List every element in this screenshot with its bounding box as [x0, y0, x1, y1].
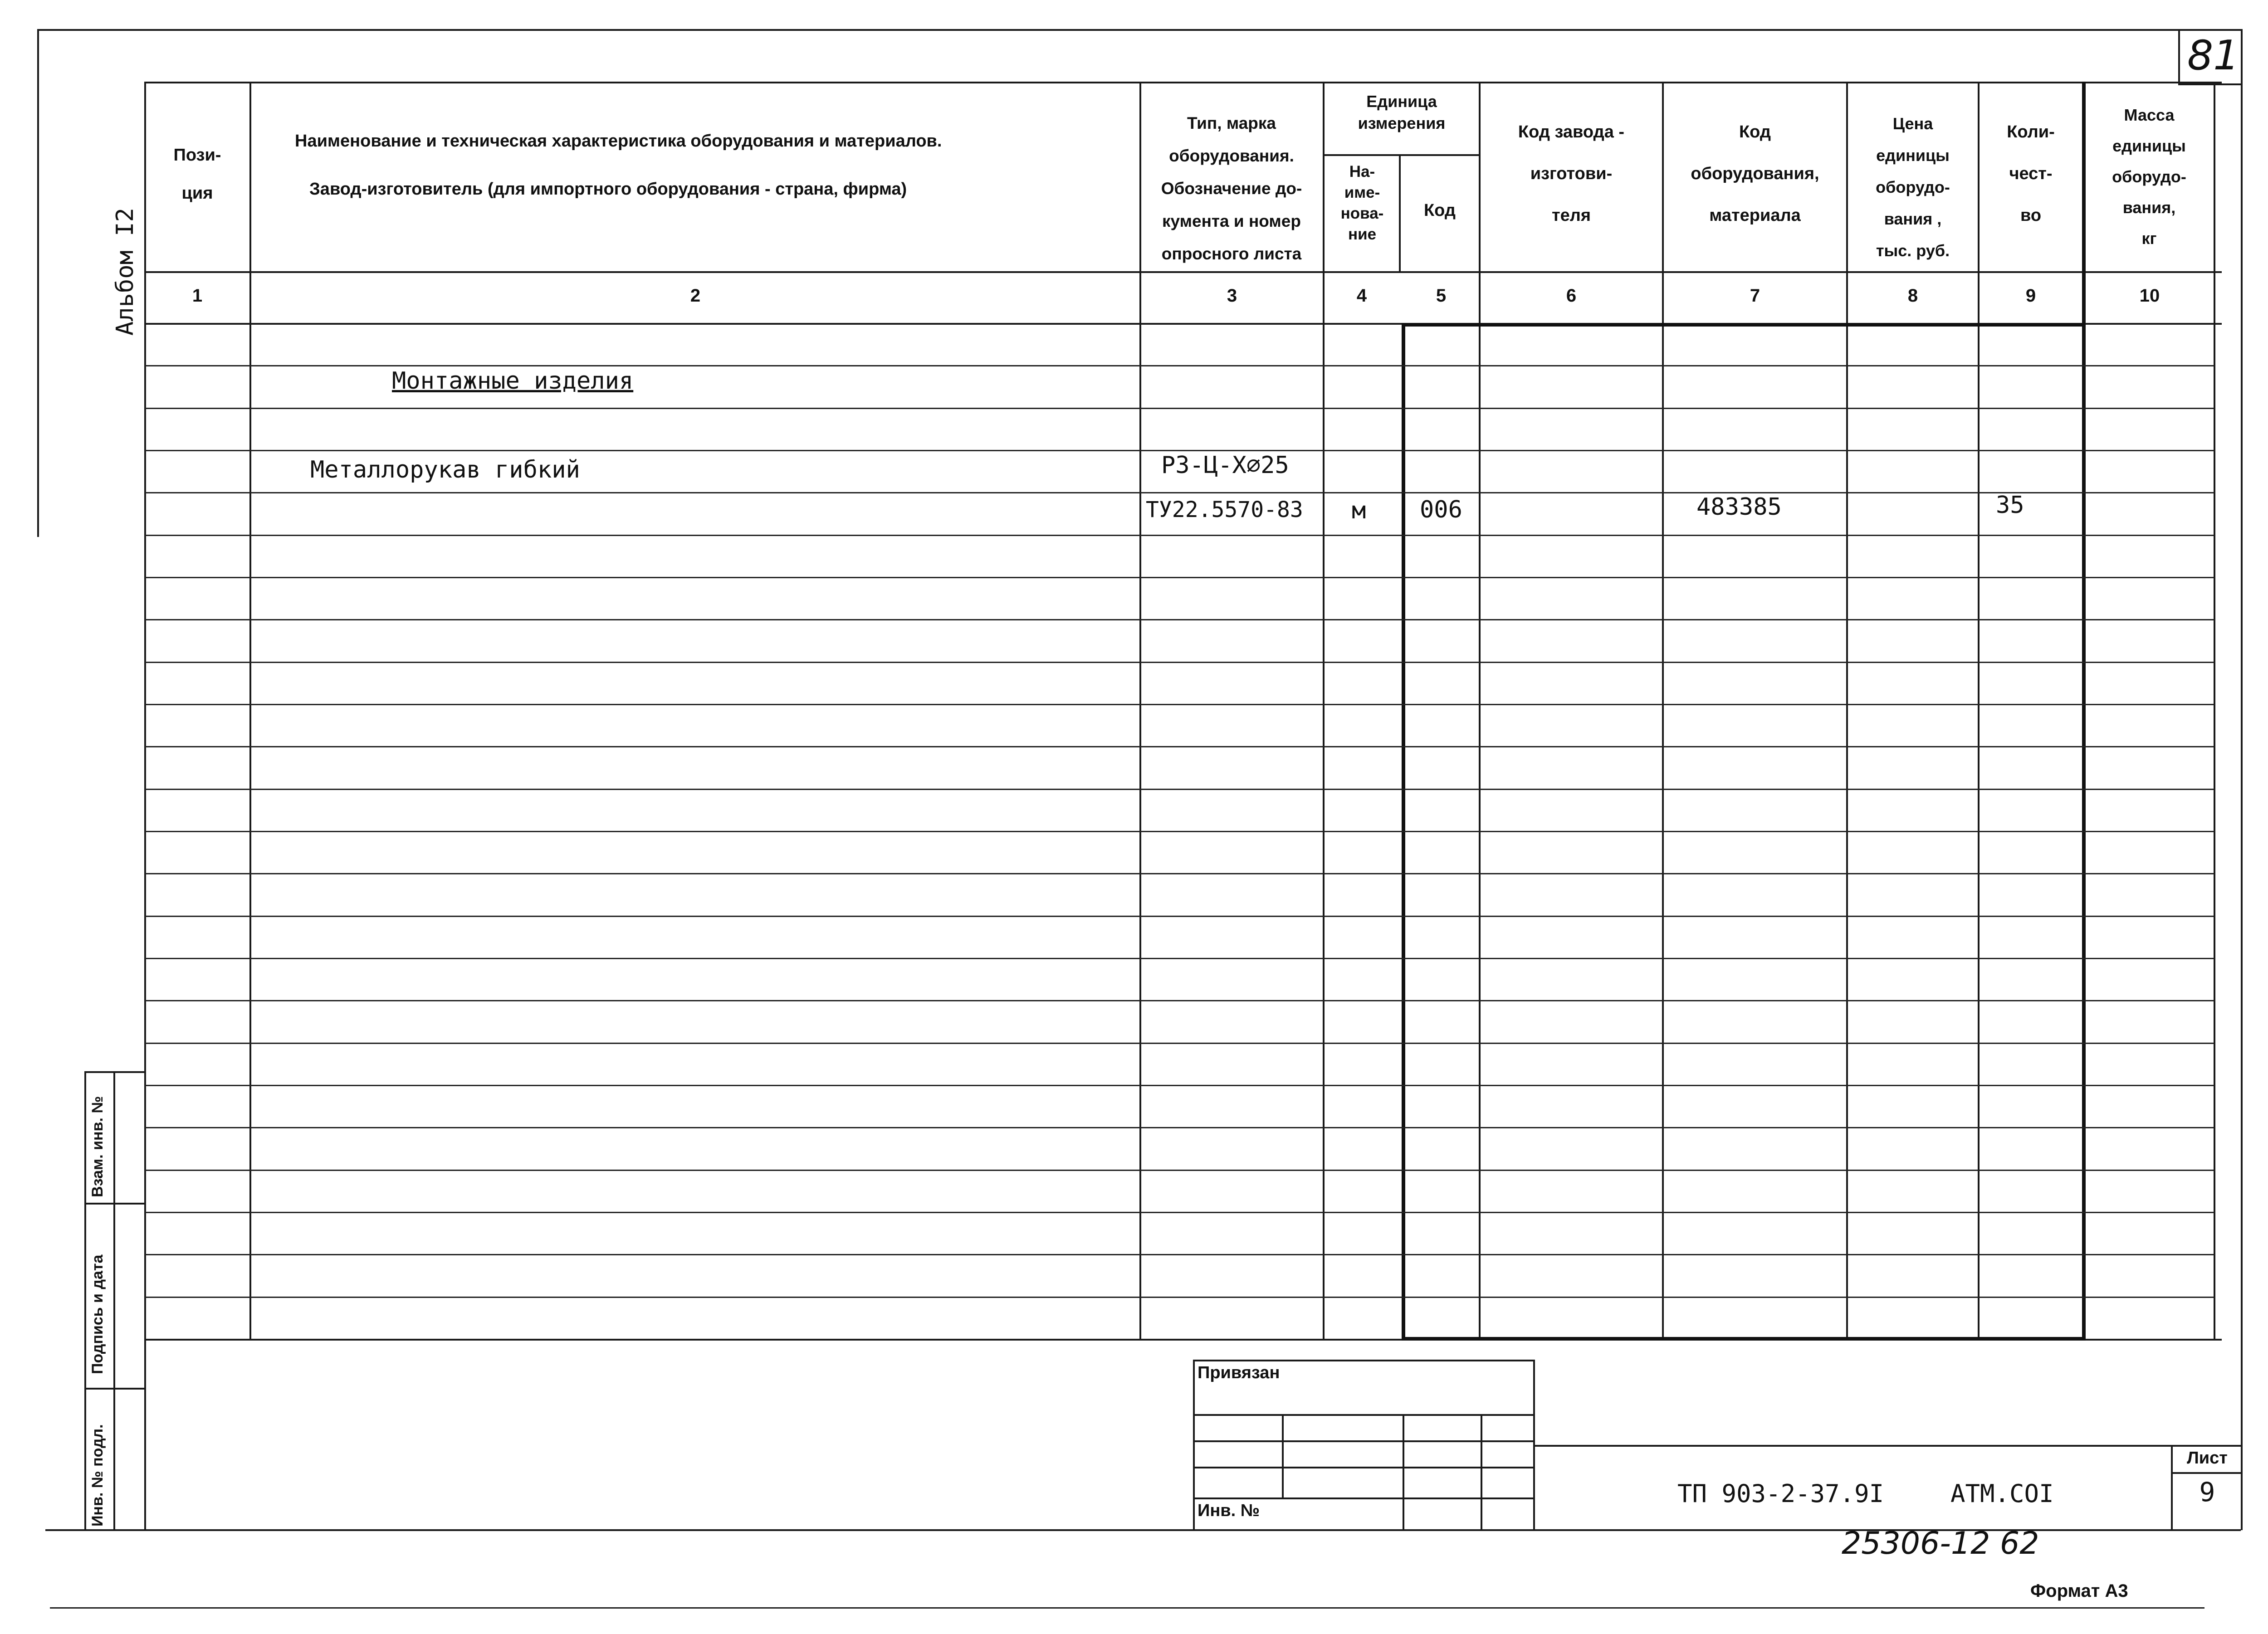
hdr-unit-code: Код: [1423, 201, 1456, 220]
table-row-line: [145, 535, 2214, 536]
stamp-designation: ТП 903-2-37.9I: [1677, 1479, 1884, 1508]
table-row-line: [145, 408, 2214, 409]
colnum-3: 3: [1227, 286, 1237, 306]
stamp-line-2: [1193, 1440, 1534, 1442]
table-row-line: [145, 1254, 2214, 1255]
table-row-line: [145, 1212, 2214, 1213]
item-type: РЗ-Ц-Х⌀25: [1161, 452, 1289, 479]
hdr-unit-group: Единица измерения: [1358, 92, 1446, 132]
table-row-line: [145, 1170, 2214, 1171]
table-row-line: [145, 704, 2214, 705]
table-row-line: [145, 916, 2214, 917]
item-unit-code: 006: [1420, 496, 1462, 523]
table-row-line: [145, 662, 2214, 663]
hdr-factory-code: Код завода - изготови- теля: [1518, 122, 1625, 225]
col-line-3: [1323, 82, 1325, 1340]
stamp-main-top: [1533, 1445, 2242, 1447]
stamp-col-3: [1481, 1414, 1482, 1530]
handwritten-archive-number: 25306-12 62: [1842, 1526, 2039, 1561]
strip-podpis-label: Подпись и дата: [89, 1254, 106, 1374]
strip-vzam-label: Взам. инв. №: [89, 1096, 106, 1197]
hdr-name-line2: Завод-изготовитель (для импортного оборудования - страна, фирма): [309, 180, 907, 199]
colnum-9: 9: [2025, 286, 2036, 306]
item-name: Металлорукав гибкий: [310, 456, 580, 483]
table-row-line: [145, 789, 2214, 790]
col-line-9-thick: [2082, 82, 2086, 1341]
stamp-left: [1193, 1360, 1195, 1530]
table-row-line: [145, 831, 2214, 832]
col-line-5: [1479, 82, 1481, 1340]
stamp-sheet-number: 9: [2199, 1477, 2215, 1507]
stamp-top: [1193, 1360, 1534, 1361]
table-row-line: [145, 577, 2214, 578]
footer-rule: [50, 1607, 2204, 1609]
hdr-type-doc: Тип, марка оборудования. Обозначение до- кумента и номер опросного листа: [1161, 114, 1302, 263]
item-material-code: 483385: [1696, 493, 1782, 521]
table-row-line: [145, 873, 2214, 874]
colnum-5: 5: [1436, 286, 1447, 306]
table-row-line: [145, 1000, 2214, 1001]
hdr-unit-name: На- име- нова- ние: [1340, 163, 1384, 243]
table-row-line: [145, 1127, 2214, 1128]
sheet-box-left: [2171, 1445, 2173, 1530]
table-row-line: [145, 619, 2214, 620]
stamp-line-3: [1193, 1467, 1534, 1468]
table-row-line: [145, 1043, 2214, 1044]
col-line-7: [1846, 82, 1848, 1340]
table-row-line: [145, 958, 2214, 959]
frame-right: [2241, 29, 2243, 1530]
colnum-10: 10: [2139, 286, 2160, 306]
colnum-8: 8: [1907, 286, 1918, 306]
col-line-2: [1139, 82, 1141, 1340]
strip-left: [84, 1071, 86, 1530]
table-row-line: [145, 365, 2214, 366]
col-line-6: [1662, 82, 1664, 1340]
hdr-name-line1: Наименование и техническая характеристика оборудования и материалов.: [295, 132, 942, 151]
table-row-line: [145, 746, 2214, 747]
colnum-4: 4: [1356, 286, 1367, 306]
table-row-line: [145, 1085, 2214, 1086]
hdr-position: Пози- ция: [173, 146, 221, 203]
item-unit: м: [1352, 497, 1366, 524]
data-area-bottom-thick: [1402, 1337, 2086, 1341]
item-quantity: 35: [1996, 492, 2024, 519]
data-area-top-thick: [1402, 323, 2086, 327]
col-line-10: [2214, 82, 2215, 1340]
colnum-2: 2: [690, 286, 701, 306]
stamp-line-1: [1193, 1414, 1534, 1416]
colnum-6: 6: [1566, 286, 1577, 306]
frame-left-upper: [37, 29, 39, 537]
col-line-1: [249, 82, 251, 1340]
stamp-col-1: [1282, 1414, 1284, 1498]
table-top: [144, 82, 2222, 83]
colnum-7: 7: [1750, 286, 1760, 306]
stamp-privyazan: Привязан: [1198, 1363, 1280, 1382]
item-doc: ТУ22.5570-83: [1146, 497, 1303, 522]
stamp-mark: АТМ.СОI: [1950, 1479, 2054, 1508]
strip-inner: [113, 1071, 115, 1530]
frame-top: [37, 29, 2242, 31]
hdr-equipment-code: Код оборудования, материала: [1691, 122, 1819, 225]
unit-subheader-line: [1323, 154, 1479, 156]
album-label: Альбом I2: [112, 208, 139, 336]
handwritten-corner-number: 81: [2187, 32, 2239, 79]
table-header-sep: [144, 271, 2222, 273]
stamp-inv-no: Инв. №: [1198, 1501, 1260, 1520]
colnum-1: 1: [192, 286, 203, 306]
table-row-line: [145, 450, 2214, 451]
stamp-col-2: [1403, 1414, 1404, 1530]
table-row-line: [145, 492, 2214, 493]
stamp-line-4: [1193, 1497, 1534, 1499]
footer-format: Формат А3: [2030, 1581, 2128, 1601]
strip-inv-podl-label: Инв. № подл.: [89, 1424, 106, 1527]
section-title: Монтажные изделия: [392, 367, 634, 395]
hdr-quantity: Коли- чест- во: [2007, 122, 2055, 225]
hdr-unit-mass: Масса единицы оборудо- вания, кг: [2112, 106, 2186, 248]
col-line-8: [1978, 82, 1980, 1340]
corner-box-bottom: [2179, 83, 2243, 85]
hdr-unit-price: Цена единицы оборудо- вания , тыс. руб.: [1876, 114, 1950, 260]
sheet-box-sep: [2171, 1472, 2242, 1474]
corner-box-left: [2178, 29, 2180, 85]
stamp-sheet-label: Лист: [2187, 1449, 2228, 1468]
table-row-line: [145, 1297, 2214, 1298]
